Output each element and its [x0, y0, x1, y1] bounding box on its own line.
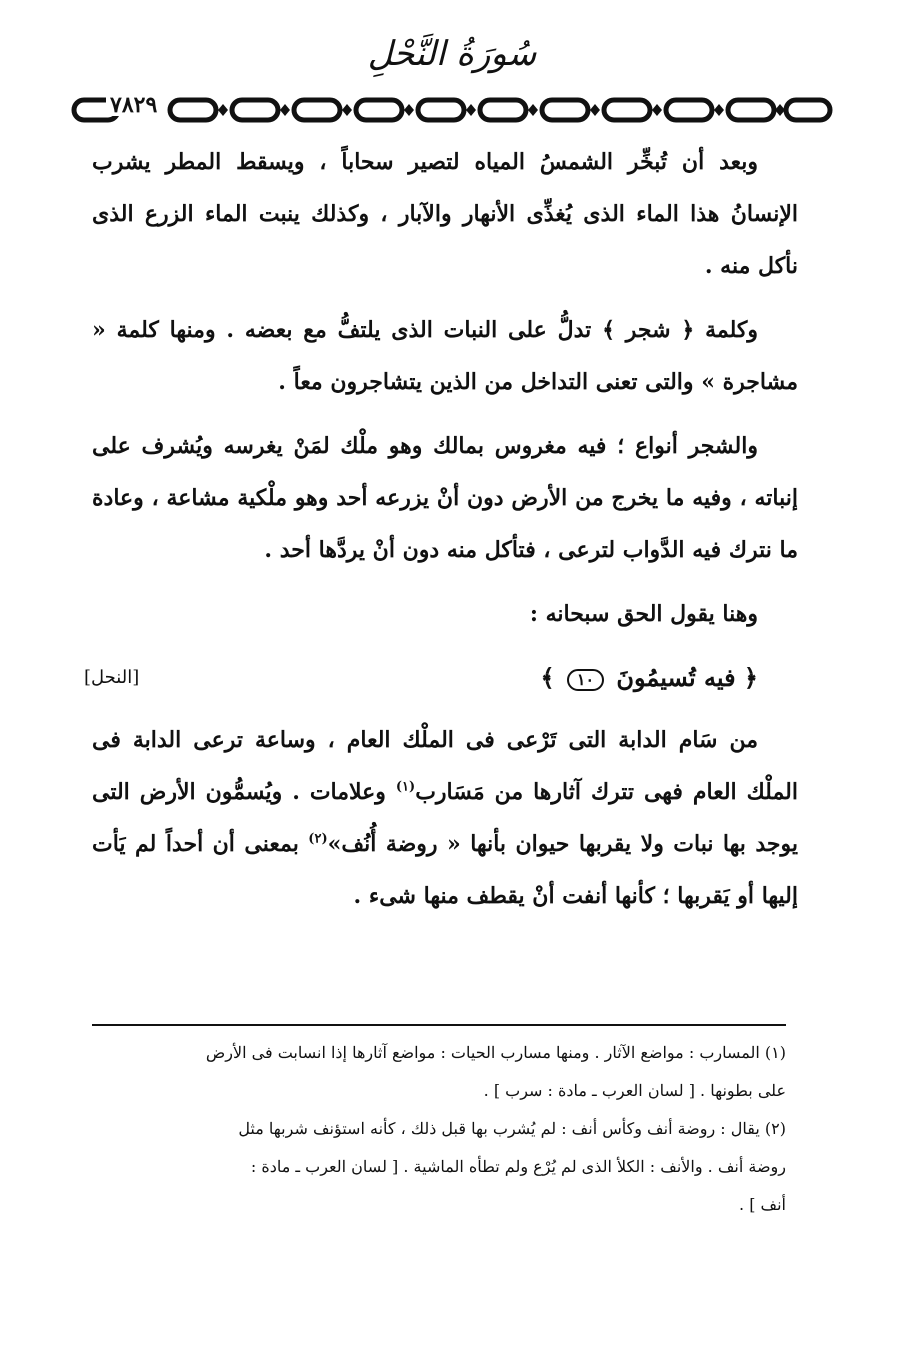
- footnote-divider: [92, 1024, 786, 1026]
- ornamental-chain-border: [70, 92, 834, 132]
- paragraph-part: وعلامات . ويُسمُّون الأرض التى يوجد بها نبات ولا يقربها حيوان بأنها « روضة أُنُف»: [92, 779, 798, 857]
- verse-close-bracket: ﴾: [540, 663, 555, 692]
- footnote-line: أنف ] .: [739, 1195, 786, 1214]
- verse-text-group: [540, 652, 758, 704]
- verse-text: ﴿ فيه تُسيمُونَ: [616, 663, 758, 692]
- verse-number: ١٠: [567, 669, 604, 691]
- footnote-marker[interactable]: (٢): [308, 831, 328, 847]
- paragraph: وبعد أن تُبخِّر الشمسُ المياه لتصير سحاباً ، ويسقط المطر يشرب الإنسانُ هذا الماء الذى يُغذِّى الأنهار والآبار ، وكذلك ينبت الماء الزرع الذى نأكل منه .: [92, 149, 798, 279]
- surah-reference: [النحل]: [84, 667, 140, 688]
- footnote-marker[interactable]: (١): [395, 779, 416, 795]
- main-text: [84, 136, 798, 934]
- paragraph-part: بمعنى أن أحداً لم يَأت إليها أو يَقربها ؛ كأنها أنفت أنْ يقطف منها شىء .: [92, 831, 798, 909]
- page-number: ٧٨٢٩: [106, 94, 161, 116]
- quran-verse: [84, 652, 798, 704]
- paragraph: وهنا يقول الحق سبحانه :: [529, 601, 758, 627]
- footnote-line: (٢) يقال : روضة أنف وكأس أنف : لم يُشرب بها قبل ذلك ، كأنه استؤنف شربها مثل: [238, 1119, 786, 1138]
- footnote-line: روضة أنف . والأنف : الكلأ الذى لم يُرْع ولم تطأه الماشية . [ لسان العرب ـ مادة :: [250, 1157, 786, 1176]
- paragraph: [92, 714, 798, 922]
- footnote-line: (١) المسارب : مواضع الآثار . ومنها مسارب الحيات : مواضع آثارها إذا انسابت فى الأرض: [205, 1043, 786, 1062]
- footnote-line: على بطونها . [ لسان العرب ـ مادة : سرب ] .: [483, 1081, 786, 1100]
- paragraph-part: من سَام الدابة التى تَرْعى فى الملْك العام ، وساعة ترعى الدابة فى الملْك العام فهى تترك آثارها من مَسَارب: [92, 727, 798, 805]
- surah-title: سُورَةُ النَّحْلِ: [367, 34, 537, 74]
- paragraph: والشجر أنواع ؛ فيه مغروس بمالك وهو ملْك لمَنْ يغرسه ويُشرف على إنباته ، وفيه ما يخرج من الأرض دون أنْ يزرعه أحد وهو ملْكية مشاعة ، وعادة ما نترك فيه الدَّواب لترعى ، فتأكل منه دون أنْ يردَّها أحد .: [92, 433, 798, 563]
- footnotes: [74, 1034, 786, 1224]
- paragraph: وكلمة ﴿ شجر ﴾ تدلُّ على النبات الذى يلتفُّ مع بعضه . ومنها كلمة « مشاجرة » والتى تعنى التداخل من الذين يتشاجرون معاً .: [92, 317, 798, 395]
